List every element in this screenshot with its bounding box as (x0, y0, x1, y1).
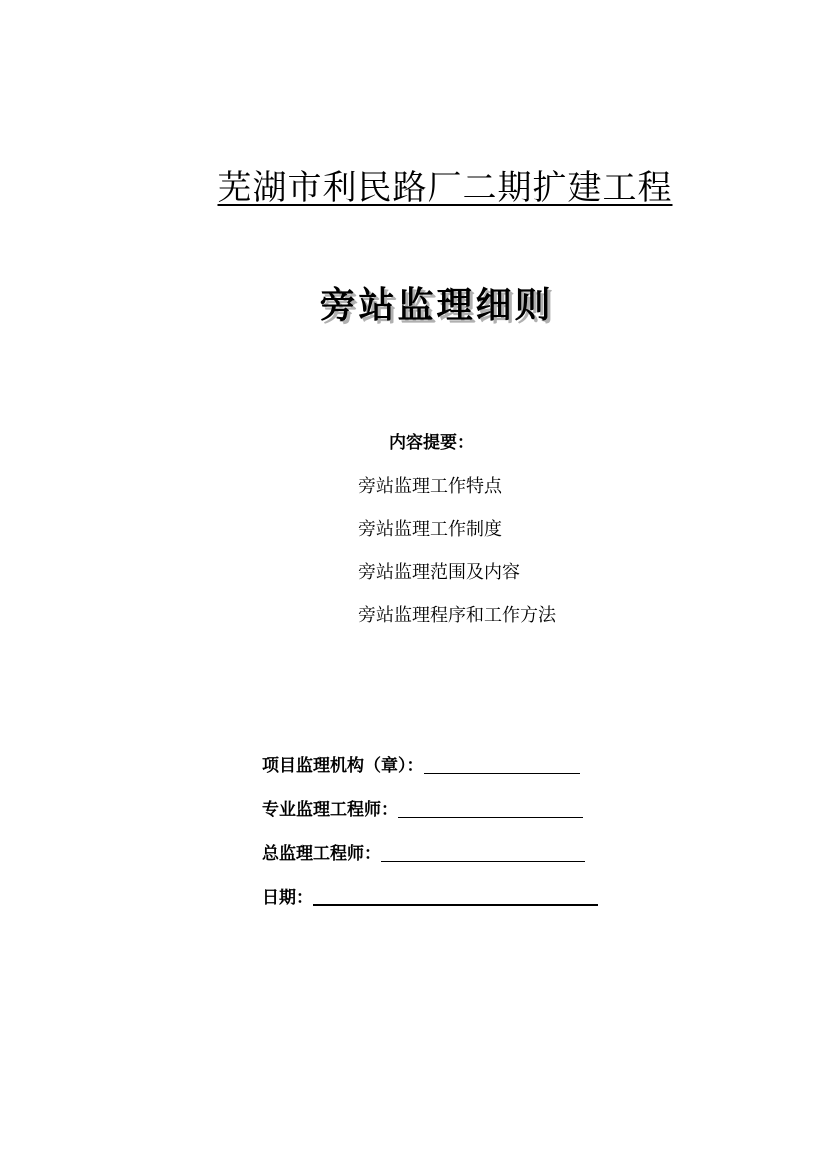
summary-item: 旁站监理程序和工作方法 (358, 605, 556, 626)
signature-row-date (262, 867, 598, 911)
summary-list (358, 475, 556, 647)
signature-row-specialist (262, 779, 598, 823)
summary-item: 旁站监理范围及内容 (358, 562, 520, 583)
signature-line-chief[interactable] (381, 839, 585, 862)
signature-line-date[interactable] (313, 882, 598, 906)
summary-item: 旁站监理工作制度 (358, 519, 502, 540)
signature-row-chief (262, 823, 598, 867)
signature-line-specialist[interactable] (398, 795, 583, 818)
signature-line-agency[interactable] (424, 751, 580, 774)
summary-item: 旁站监理工作特点 (358, 476, 502, 497)
signature-label-chief: 总监理工程师： (262, 844, 381, 864)
project-title: 芜湖市利民路厂二期扩建工程 (217, 168, 673, 208)
signature-label-agency: 项目监理机构（章）： (262, 756, 424, 776)
document-title: 旁站监理细则 (319, 285, 554, 326)
summary-heading: 内容提要： (389, 433, 474, 453)
signature-row-agency (262, 735, 598, 779)
signature-block (262, 735, 598, 911)
signature-label-specialist: 专业监理工程师： (262, 800, 398, 820)
signature-label-date: 日期： (262, 888, 313, 908)
